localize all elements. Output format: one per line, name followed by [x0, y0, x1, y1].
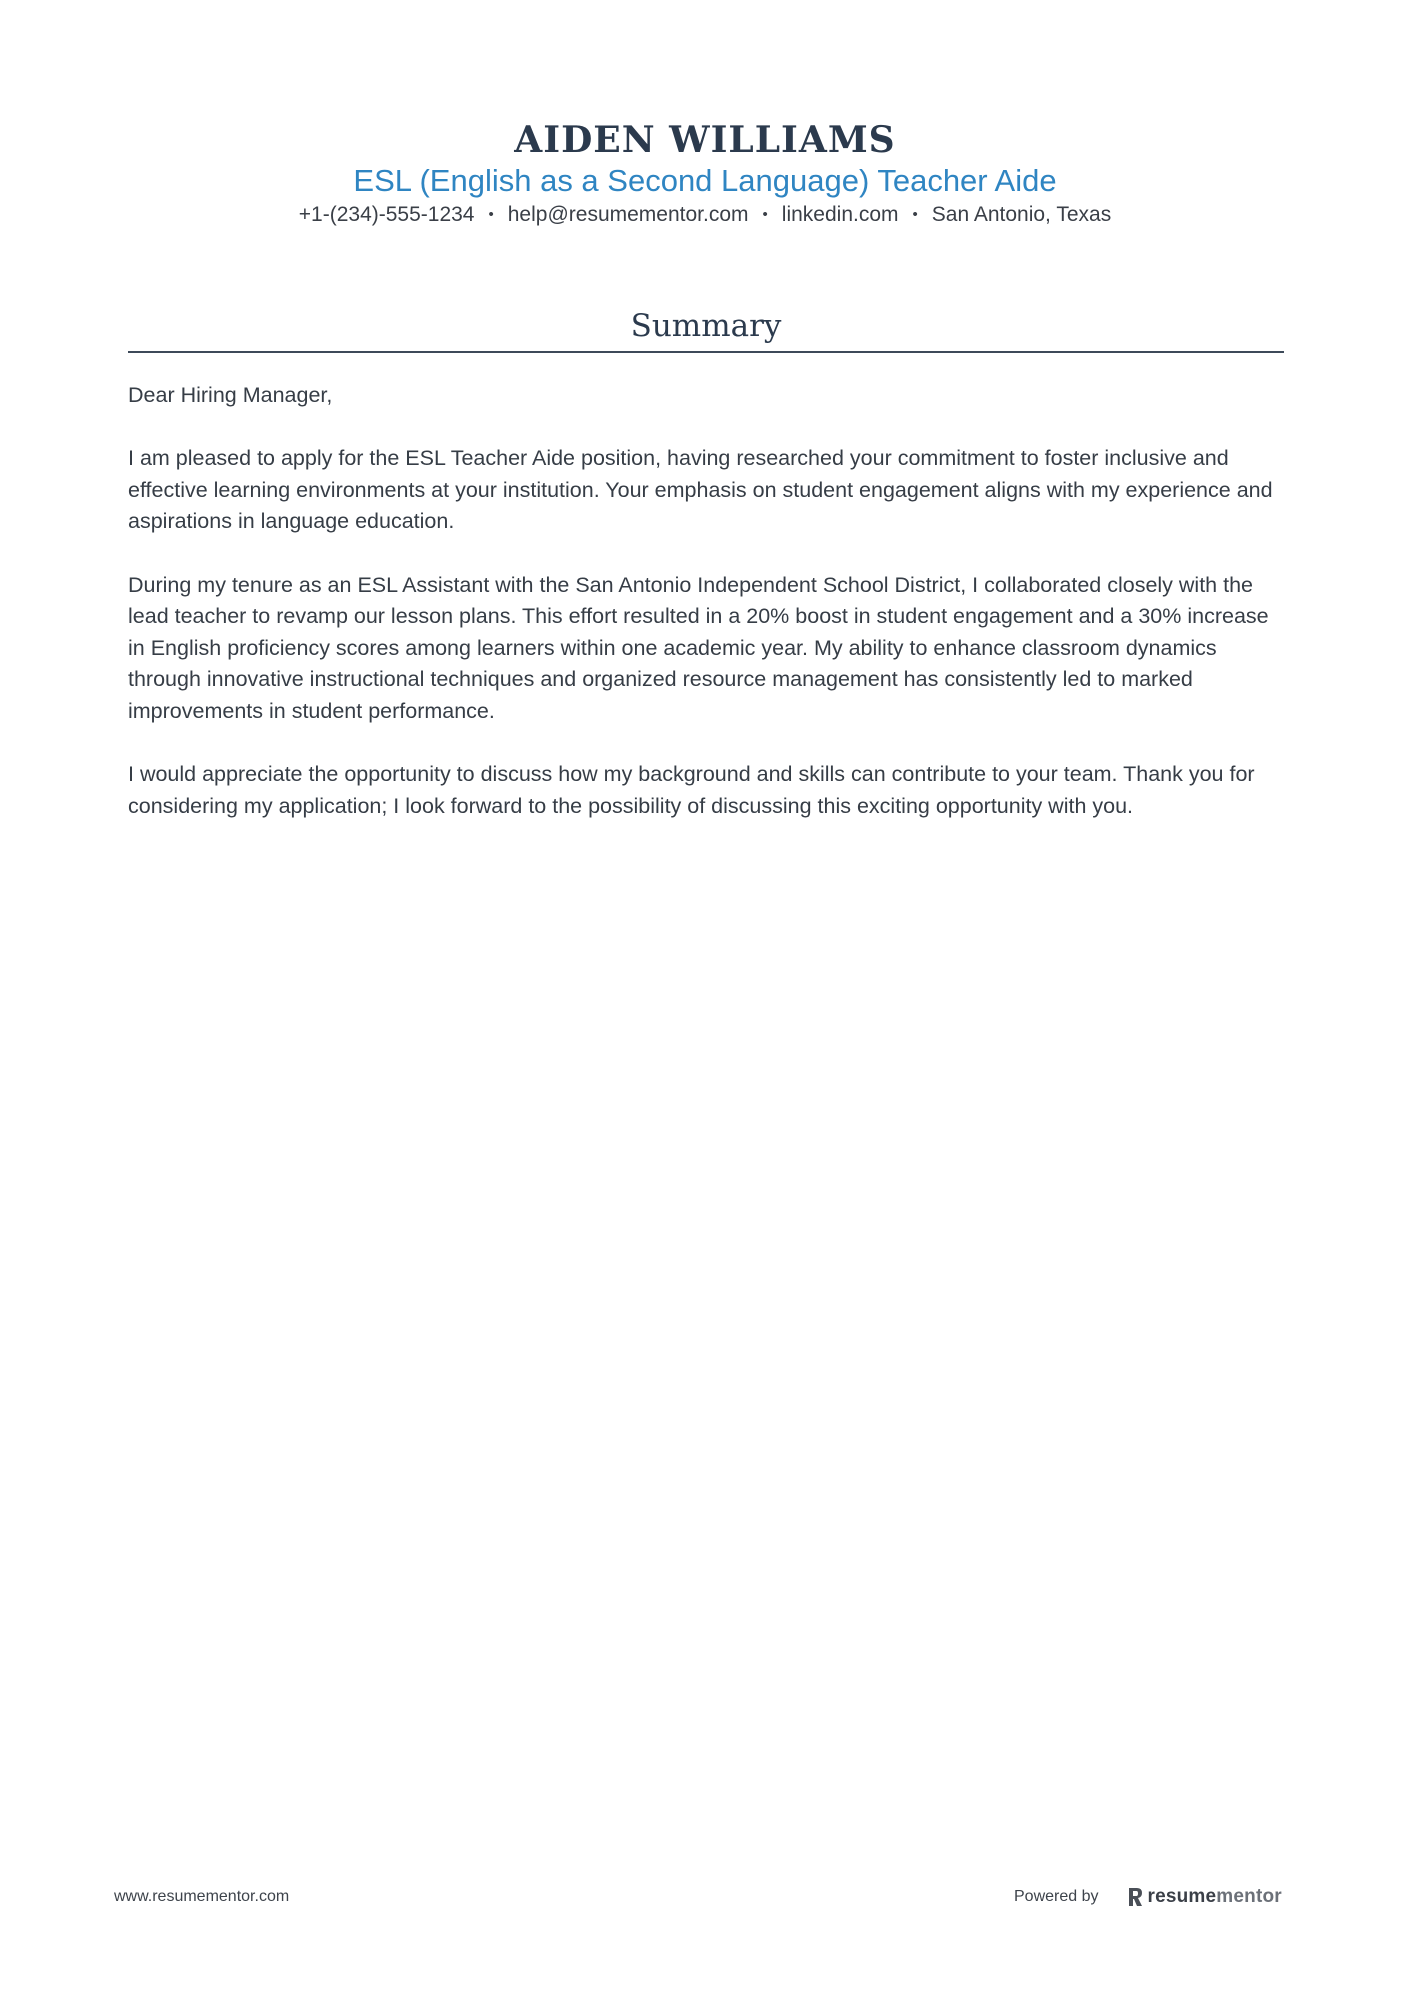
section-heading-summary: Summary [630, 308, 782, 344]
job-title: ESL (English as a Second Language) Teacher Aide [353, 163, 1057, 198]
contact-separator: • [762, 206, 768, 223]
header [0, 118, 1410, 230]
salutation: Dear Hiring Manager, [128, 383, 333, 407]
brand-wordmark-part2: mentor [1216, 1886, 1282, 1907]
brand-wordmark [1148, 1886, 1282, 1908]
contact-separator: • [912, 206, 918, 223]
contact-separator: • [488, 206, 494, 223]
brand-wordmark-part1: resume [1147, 1886, 1217, 1907]
section-divider [128, 351, 1284, 353]
brand-logo-link[interactable] [1127, 1886, 1282, 1908]
candidate-name: AIDEN WILLIAMS [514, 119, 896, 161]
letter-body [128, 380, 1288, 854]
contact-location: San Antonio, Texas [931, 203, 1112, 226]
footer-branding [1014, 1884, 1282, 1910]
body-paragraph: I am pleased to apply for the ESL Teacher Aide position, having researched your commitment to foster inclusive and effective learning environments at your institution. Your emphasis on student engagement aligns with my experience and aspirations in language education. [128, 446, 1273, 534]
powered-by-label: Powered by [1014, 1888, 1099, 1905]
resumementor-logo-icon [1127, 1886, 1143, 1908]
body-paragraph: I would appreciate the opportunity to discuss how my background and skills can contribute to your team. Thank you for considering my application; I look forward to the possibility of discussing this exciting opportunity with you. [128, 762, 1255, 818]
contact-linkedin[interactable]: linkedin.com [781, 203, 899, 226]
contact-phone: +1-(234)-555-1234 [298, 203, 475, 226]
body-paragraph: During my tenure as an ESL Assistant with the San Antonio Independent School District, I collaborated closely with the lead teacher to revamp our lesson plans. This effort resulted in a 20% boost in student engagement and a 30% increase in English proficiency scores among learners within one academic year. My ability to enhance classroom dynamics through innovative instructional techniques and organized resource management has consistently led to marked improvements in student performance. [128, 572, 1269, 723]
contact-email[interactable]: help@resumementor.com [507, 203, 749, 226]
contact-line [0, 200, 1410, 230]
footer-website-link[interactable]: www.resumementor.com [114, 1888, 290, 1905]
